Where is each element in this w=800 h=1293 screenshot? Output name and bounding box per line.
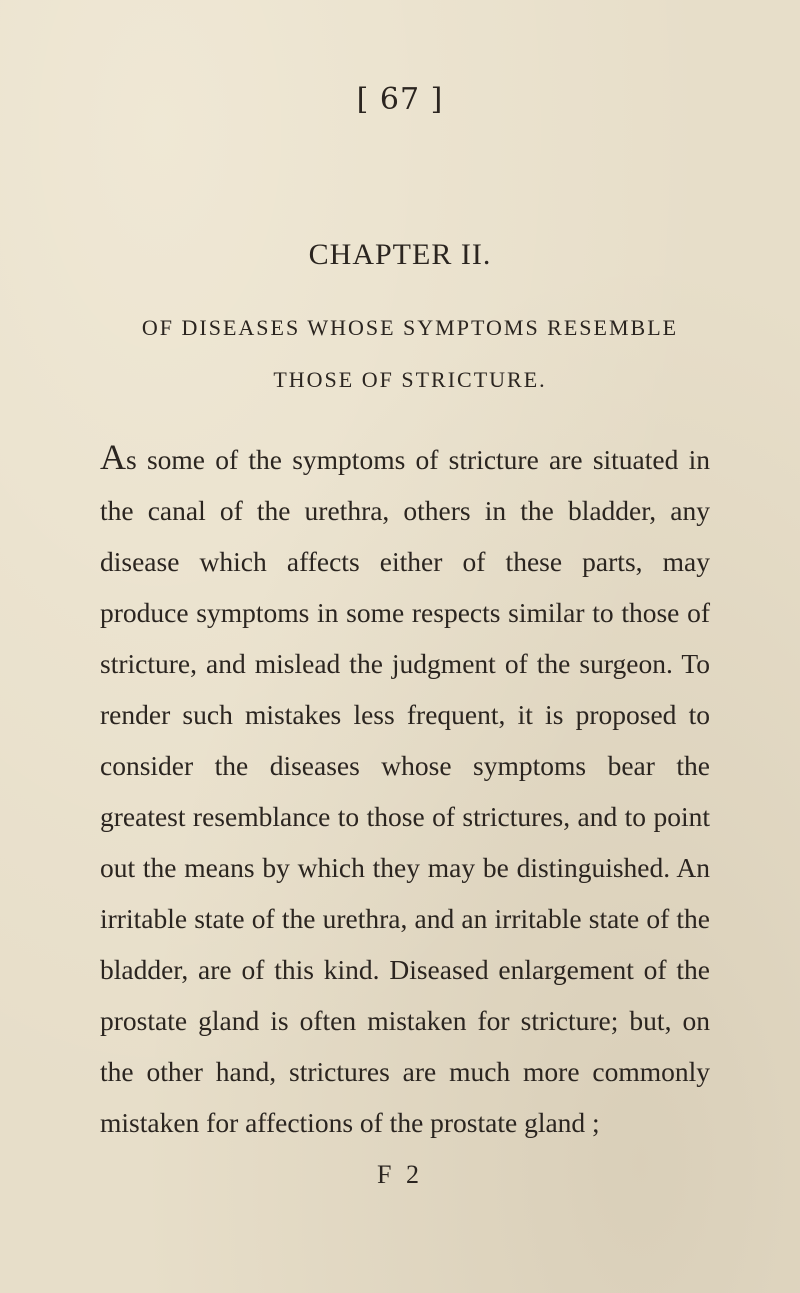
- chapter-subtitle: [70, 302, 750, 406]
- page-number: [ 67 ]: [356, 82, 444, 117]
- body-paragraph: [100, 432, 710, 1148]
- subtitle-line-1: OF DISEASES WHOSE SYMPTOMS RESEMBLE: [141, 315, 679, 340]
- body-text: s some of the symptoms of stricture are situated in the canal of the urethra, others in the bladder, any disease which affects either of these parts, may produce symptoms in some respects similar to those of stricture, and mislead the judgment of the surgeon. To render such mistakes less frequent, it is proposed to consider the diseases whose symptoms bear the greatest resemblance to those of strictures, and to point out the means by which they may be distinguished. An irritable state of the urethra, and an irritable state of the bladder, are of this kind. Diseased enlargement of the prostate gland is often mistaken for stricture; but, on the other hand, strictures are much more commonly mistaken for affections of the prostate gland ;: [100, 444, 710, 1138]
- subtitle-line-2: THOSE OF STRICTURE.: [273, 367, 547, 392]
- chapter-title: CHAPTER II.: [308, 238, 492, 271]
- signature-mark: F 2: [377, 1160, 423, 1189]
- drop-cap: A: [100, 437, 126, 477]
